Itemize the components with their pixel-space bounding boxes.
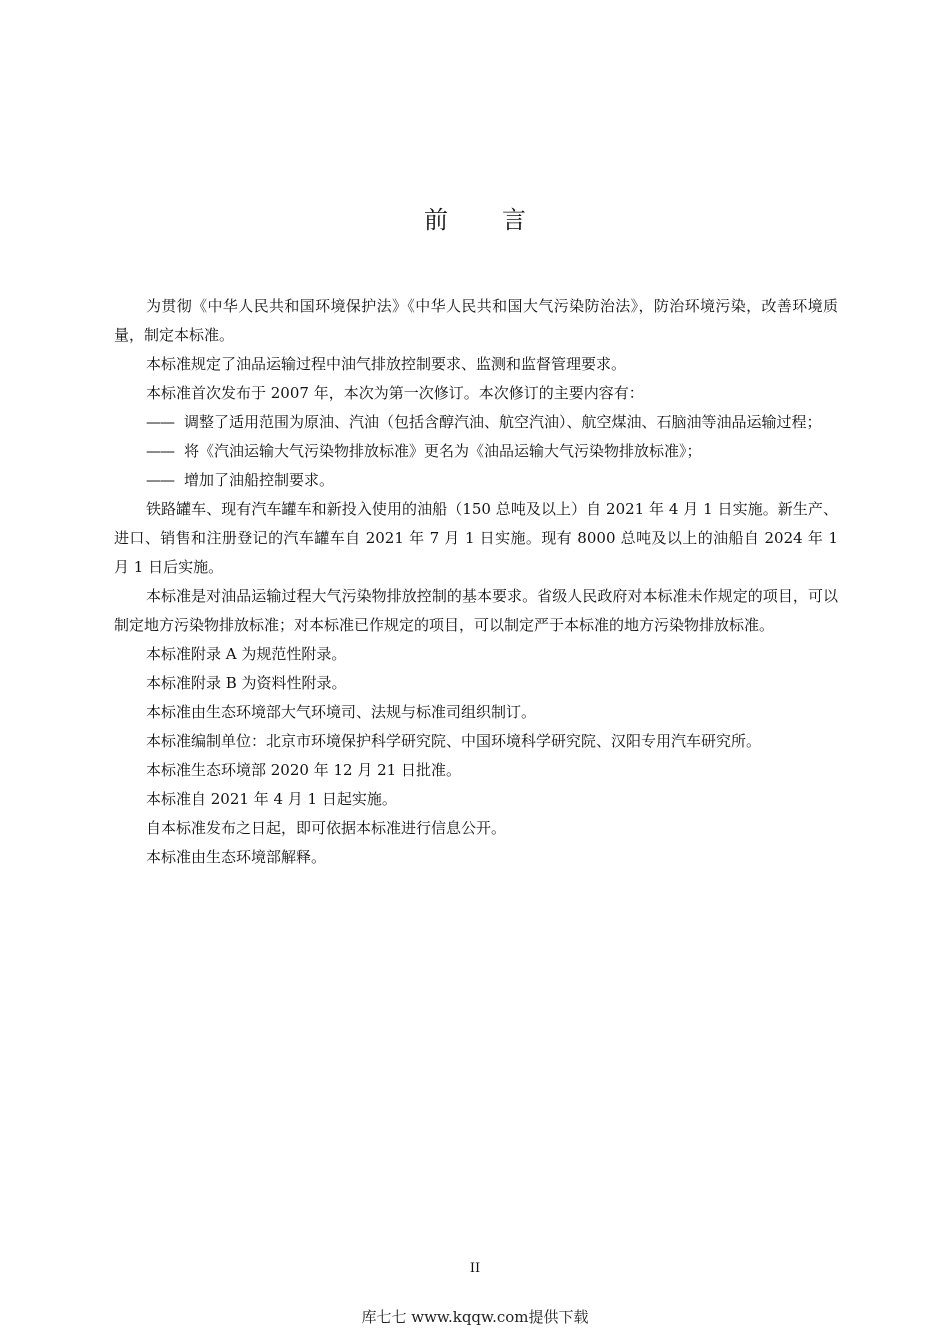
dash-marker: —— (146, 471, 174, 489)
revision-list-item (114, 466, 838, 495)
revision-list-item (114, 437, 838, 466)
revision-item-text: 增加了油船控制要求。 (184, 471, 335, 489)
revision-item-text: 调整了适用范围为原油、汽油（包括含醇汽油、航空汽油）、航空煤油、石脑油等油品运输过程； (184, 413, 822, 431)
paragraph: 自本标准发布之日起，即可依据本标准进行信息公开。 (146, 819, 507, 837)
paragraph: 本标准生态环境部 2020 年 12 月 21 日批准。 (146, 761, 461, 779)
page-title: 前言 (424, 206, 580, 234)
page-number: II (469, 1261, 481, 1276)
download-footer: 库七七 www.kqqw.com提供下载 (361, 1308, 589, 1326)
revision-item-text: 将《汽油运输大气污染物排放标准》更名为《油品运输大气污染物排放标准》； (184, 442, 702, 460)
preface-body (114, 292, 838, 872)
paragraph: 本标准编制单位：北京市环境保护科学研究院、中国环境科学研究院、汉阳专用汽车研究所。 (146, 732, 762, 750)
revision-list-item (114, 408, 838, 437)
dash-marker: —— (146, 413, 174, 431)
paragraph: 本标准自 2021 年 4 月 1 日起实施。 (146, 790, 397, 808)
paragraph: 本标准由生态环境部解释。 (146, 848, 327, 866)
paragraph: 铁路罐车、现有汽车罐车和新投入使用的油船（150 总吨及以上）自 2021 年 4 月 1 日实施。新生产、进口、销售和注册登记的汽车罐车自 2021 年 7 月 1 日实施。现有 8000 总吨及以上的油船自 2024 年 1 月 1 日后实施。 (114, 500, 838, 576)
paragraph: 本标准附录 A 为规范性附录。 (146, 645, 347, 663)
paragraph: 本标准附录 B 为资料性附录。 (146, 674, 347, 692)
paragraph: 本标准由生态环境部大气环境司、法规与标准司组织制订。 (146, 703, 537, 721)
dash-marker: —— (146, 442, 174, 460)
paragraph: 为贯彻《中华人民共和国环境保护法》《中华人民共和国大气污染防治法》，防治环境污染，改善环境质量，制定本标准。 (114, 297, 838, 344)
paragraph: 本标准首次发布于 2007 年，本次为第一次修订。本次修订的主要内容有： (146, 384, 644, 402)
paragraph: 本标准是对油品运输过程大气污染物排放控制的基本要求。省级人民政府对本标准未作规定的项目，可以制定地方污染物排放标准；对本标准已作规定的项目，可以制定严于本标准的地方污染物排放标准。 (114, 587, 838, 634)
paragraph: 本标准规定了油品运输过程中油气排放控制要求、监测和监督管理要求。 (146, 355, 627, 373)
